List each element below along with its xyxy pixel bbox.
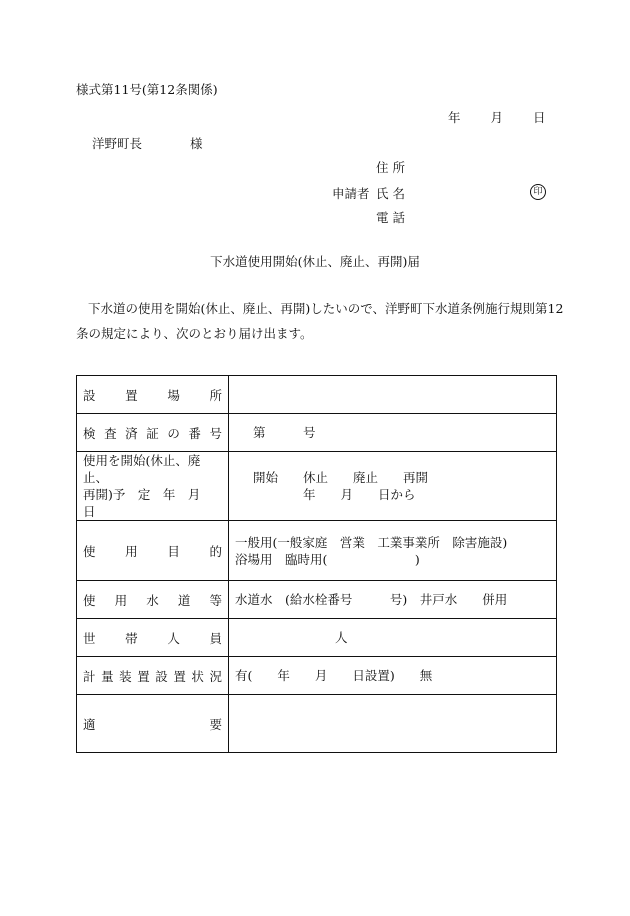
row-value-cell[interactable]	[229, 657, 557, 695]
row-label-char: 況	[209, 668, 222, 684]
row-label-char: 的	[209, 543, 222, 559]
row-value-cell[interactable]	[229, 452, 557, 521]
table-row	[77, 695, 557, 753]
row-value-cell[interactable]	[229, 521, 557, 581]
application-form-table	[76, 375, 557, 753]
row-label-char: 量	[101, 668, 114, 684]
row-value-cell[interactable]	[229, 581, 557, 619]
address-label: 住 所	[376, 160, 405, 175]
row-label-char: 要	[209, 716, 222, 732]
row-label-char: 装	[119, 668, 132, 684]
date-day: 日	[532, 110, 546, 125]
row-value-cell[interactable]	[229, 414, 557, 452]
row-label-char: 状	[191, 668, 204, 684]
table-row	[77, 657, 557, 695]
row-value: 一般用(一般家庭 営業 工業事業所 除害施設)	[235, 534, 508, 550]
date-line	[448, 112, 545, 125]
form-number: 様式第11号(第12条関係)	[76, 82, 218, 97]
row-label: 再開)予 定 年 月 日	[83, 487, 213, 519]
row-value: 水道水 (給水栓番号 号) 井戸水 併用	[235, 592, 508, 607]
row-label-char: 員	[209, 630, 222, 646]
row-value: 浴場用 臨時用( )	[235, 551, 420, 567]
row-label-char: 査	[104, 425, 117, 441]
row-value-cell[interactable]	[229, 619, 557, 657]
row-label-char: 設	[155, 668, 168, 684]
row-label-char: 道	[177, 592, 191, 608]
row-label-cell	[77, 414, 229, 452]
row-value: 年 月 日から	[253, 487, 416, 502]
row-label	[83, 667, 222, 685]
row-label-char: 置	[137, 668, 150, 684]
row-label-char: 使	[83, 543, 96, 559]
row-label-char: 番	[188, 425, 201, 441]
row-label-cell	[77, 376, 229, 414]
row-label-cell	[77, 521, 229, 581]
row-label-char: の	[167, 425, 180, 441]
row-label	[83, 542, 222, 560]
row-label-char: 置	[125, 387, 138, 403]
row-label-cell	[77, 452, 229, 521]
row-label-char: 等	[209, 592, 222, 608]
honorific: 様	[190, 136, 203, 151]
row-value: 有( 年 月 日設置) 無	[235, 668, 433, 683]
table-row	[77, 581, 557, 619]
row-label: 使用を開始(休止、廃止、	[83, 453, 201, 485]
row-label	[83, 591, 222, 609]
table-row	[77, 452, 557, 521]
row-value-cell[interactable]	[229, 695, 557, 753]
row-label-char: 設	[83, 387, 96, 403]
row-label-char: 用	[125, 543, 138, 559]
row-label-char: 水	[146, 592, 159, 608]
row-label-char: 使	[83, 592, 96, 608]
table-row	[77, 619, 557, 657]
row-label-char: 証	[146, 425, 159, 441]
tel-label: 電 話	[376, 210, 405, 225]
addressee	[92, 138, 203, 151]
row-label-char: 所	[209, 387, 222, 403]
row-label-char: 号	[209, 425, 222, 441]
row-label	[83, 715, 222, 733]
row-label-char: 検	[83, 425, 96, 441]
row-value: 開始 休止 廃止 再開	[253, 470, 429, 485]
row-label-char: 世	[83, 630, 96, 646]
row-value-cell[interactable]	[229, 376, 557, 414]
name-label: 氏 名	[376, 186, 405, 201]
addressee-name: 洋野町長	[92, 136, 143, 151]
applicant-label: 申請者	[332, 186, 370, 201]
row-label-char: 適	[83, 716, 96, 732]
row-label	[83, 424, 222, 442]
row-label-cell	[77, 695, 229, 753]
row-value: 人	[235, 630, 348, 645]
row-label-char: 計	[83, 668, 96, 684]
seal-mark: 印	[530, 184, 546, 200]
row-label-cell	[77, 619, 229, 657]
date-year: 年	[448, 110, 461, 125]
row-label-char: 人	[167, 630, 180, 646]
row-label	[83, 386, 222, 404]
table-row	[77, 376, 557, 414]
row-label-char: 目	[167, 543, 180, 559]
row-label-char: 用	[114, 592, 128, 608]
date-month: 月	[490, 110, 503, 125]
row-label-char: 帯	[125, 630, 138, 646]
row-label	[83, 629, 222, 647]
row-label-cell	[77, 657, 229, 695]
document-title: 下水道使用開始(休止、廃止、再開)届	[210, 254, 420, 269]
row-label-cell	[77, 581, 229, 619]
row-label-char: 場	[167, 387, 180, 403]
row-value: 第 号	[253, 425, 316, 440]
row-label-char: 済	[125, 425, 138, 441]
table-row	[77, 521, 557, 581]
body-paragraph	[76, 296, 564, 346]
row-label-char: 置	[173, 668, 186, 684]
body-text: 下水道の使用を開始(休止、廃止、再開)したいので、洋野町下水道条例施行規則第12条の規定により、次のとおり届け出ます。	[76, 301, 564, 341]
table-row	[77, 414, 557, 452]
